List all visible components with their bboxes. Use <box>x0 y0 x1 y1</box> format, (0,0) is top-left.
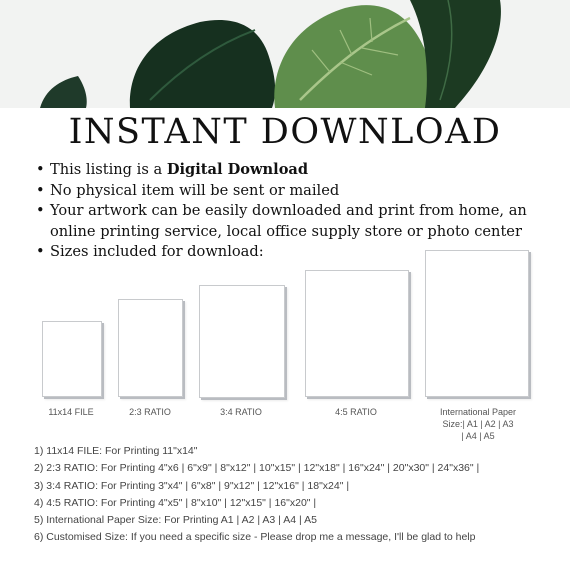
size-details-list <box>34 443 564 547</box>
bullet-printing-options: • Your artwork can be easily downloaded and print from home, an online printing service, local office supply store or photo center <box>36 201 556 242</box>
detail-2-3: 2) 2:3 RATIO: For Printing 4"x6 | 6"x9" | 8"x12" | 10"x15" | 12"x18" | 16"x24" | 20"x30" | 24"x36" | <box>34 462 480 475</box>
bullet-sizes-included: • Sizes included for download: <box>36 242 556 263</box>
paper-international-label: International Paper Size:| A1 | A2 | A3 | A4 | A5 <box>439 407 517 441</box>
page-title: INSTANT DOWNLOAD <box>68 112 502 152</box>
paper-2-3-label: 2:3 RATIO <box>129 407 171 417</box>
paper-international <box>425 250 529 397</box>
detail-customised: 6) Customised Size: If you need a specific size - Please drop me a message, I'll be glad to help <box>34 531 476 544</box>
digital-download-emphasis: Digital Download <box>166 161 309 178</box>
detail-3-4: 3) 3:4 RATIO: For Printing 3"x4" | 6"x8" | 9"x12" | 12"x16" | 18"x24" | <box>34 479 350 492</box>
paper-4-5-label: 4:5 RATIO <box>335 407 377 417</box>
paper-3-4-label: 3:4 RATIO <box>220 407 262 417</box>
bullet-no-physical: • No physical item will be sent or mailed <box>36 181 556 202</box>
detail-international: 5) International Paper Size: For Printing A1 | A2 | A3 | A4 | A5 <box>34 514 317 527</box>
feature-list <box>36 160 556 263</box>
paper-11x14-label: 11x14 FILE <box>48 407 94 417</box>
paper-4-5 <box>305 270 409 397</box>
paper-11x14 <box>42 321 102 397</box>
bullet-digital-download: • This listing is a Digital Download <box>36 160 556 181</box>
paper-3-4 <box>199 285 285 398</box>
hero-plant-image <box>0 0 570 108</box>
paper-2-3 <box>118 299 183 397</box>
fiddle-leaf-illustration <box>0 0 570 108</box>
detail-4-5: 4) 4:5 RATIO: For Printing 4"x5" | 8"x10" | 12"x15" | 16"x20" | <box>34 496 317 509</box>
detail-11x14: 1) 11x14 FILE: For Printing 11"x14" <box>34 445 198 457</box>
